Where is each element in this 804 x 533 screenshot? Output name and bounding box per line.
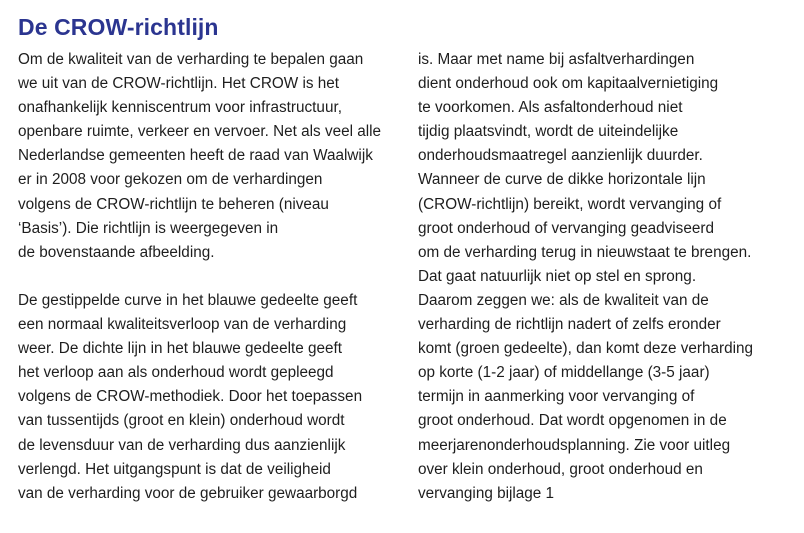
text-line: op korte (1-2 jaar) of middellange (3-5 jaar) xyxy=(418,364,710,382)
text-line xyxy=(18,265,408,289)
right-column-text xyxy=(418,48,798,506)
text-line: Dat gaat natuurlijk niet op stel en sprong. xyxy=(418,267,697,285)
text-line: Nederlandse gemeenten heeft de raad van Waalwijk xyxy=(18,147,373,165)
text-line: is. Maar met name bij asfaltverhardingen xyxy=(418,51,695,68)
text-line: het verloop aan als onderhoud wordt gepleegd xyxy=(18,364,334,382)
text-line: de bovenstaande afbeelding. xyxy=(18,243,215,261)
text-line: Daarom zeggen we: als de kwaliteit van de xyxy=(418,291,709,309)
left-column-text xyxy=(18,48,408,506)
text-line: volgens de CROW-methodiek. Door het toepassen xyxy=(18,388,363,406)
text-line: de levensduur van de verharding dus aanzienlijk xyxy=(18,436,346,454)
text-line: een normaal kwaliteitsverloop van de verharding xyxy=(18,316,347,334)
text-line: over klein onderhoud, groot onderhoud en xyxy=(418,460,703,478)
text-line: te voorkomen. Als asfaltonderhoud niet xyxy=(418,99,683,117)
text-line: van tussentijds (groot en klein) onderhoud wordt xyxy=(18,412,345,430)
text-line: komt (groen gedeelte), dan komt deze verharding xyxy=(418,340,754,358)
text-line: volgens de CROW-richtlijn te beheren (niveau xyxy=(18,195,329,213)
text-line: onafhankelijk kenniscentrum voor infrastructuur, xyxy=(18,99,342,117)
text-line: meerjarenonderhoudsplanning. Zie voor uitleg xyxy=(418,436,731,454)
text-line: Om de kwaliteit van de verharding te bepalen gaan xyxy=(18,51,364,68)
text-line: van de verharding voor de gebruiker gewaarborgd xyxy=(18,484,358,502)
text-line: onderhoudsmaatregel aanzienlijk duurder. xyxy=(418,147,703,165)
text-line: vervanging bijlage 1 xyxy=(418,484,555,502)
text-line: groot onderhoud of vervanging geadviseerd xyxy=(418,219,714,237)
text-line: Wanneer de curve de dikke horizontale lijn xyxy=(418,171,706,189)
text-line: verharding de richtlijn nadert of zelfs eronder xyxy=(418,316,721,334)
text-line: tijdig plaatsvindt, wordt de uiteindelijke xyxy=(418,123,679,141)
text-line: (CROW-richtlijn) bereikt, wordt vervanging of xyxy=(418,195,722,213)
text-line: groot onderhoud. Dat wordt opgenomen in de xyxy=(418,412,727,430)
text-line: openbare ruimte, verkeer en vervoer. Net als veel alle xyxy=(18,123,382,141)
text-line: we uit van de CROW-richtlijn. Het CROW is het xyxy=(18,75,340,93)
text-line: er in 2008 voor gekozen om de verhardingen xyxy=(18,171,323,189)
text-line: verlengd. Het uitgangspunt is dat de veiligheid xyxy=(18,460,331,478)
text-line: weer. De dichte lijn in het blauwe gedeelte geeft xyxy=(18,340,342,358)
text-line: om de verharding terug in nieuwstaat te brengen. xyxy=(418,243,752,261)
text-line: dient onderhoud ook om kapitaalvernietiging xyxy=(418,75,719,93)
text-line: De gestippelde curve in het blauwe gedeelte geeft xyxy=(18,291,358,309)
text-line: termijn in aanmerking voor vervanging of xyxy=(418,388,695,406)
page-title: De CROW-richtlijn xyxy=(18,14,219,40)
text-line: ‘Basis’). Die richtlijn is weergegeven in xyxy=(18,219,279,237)
